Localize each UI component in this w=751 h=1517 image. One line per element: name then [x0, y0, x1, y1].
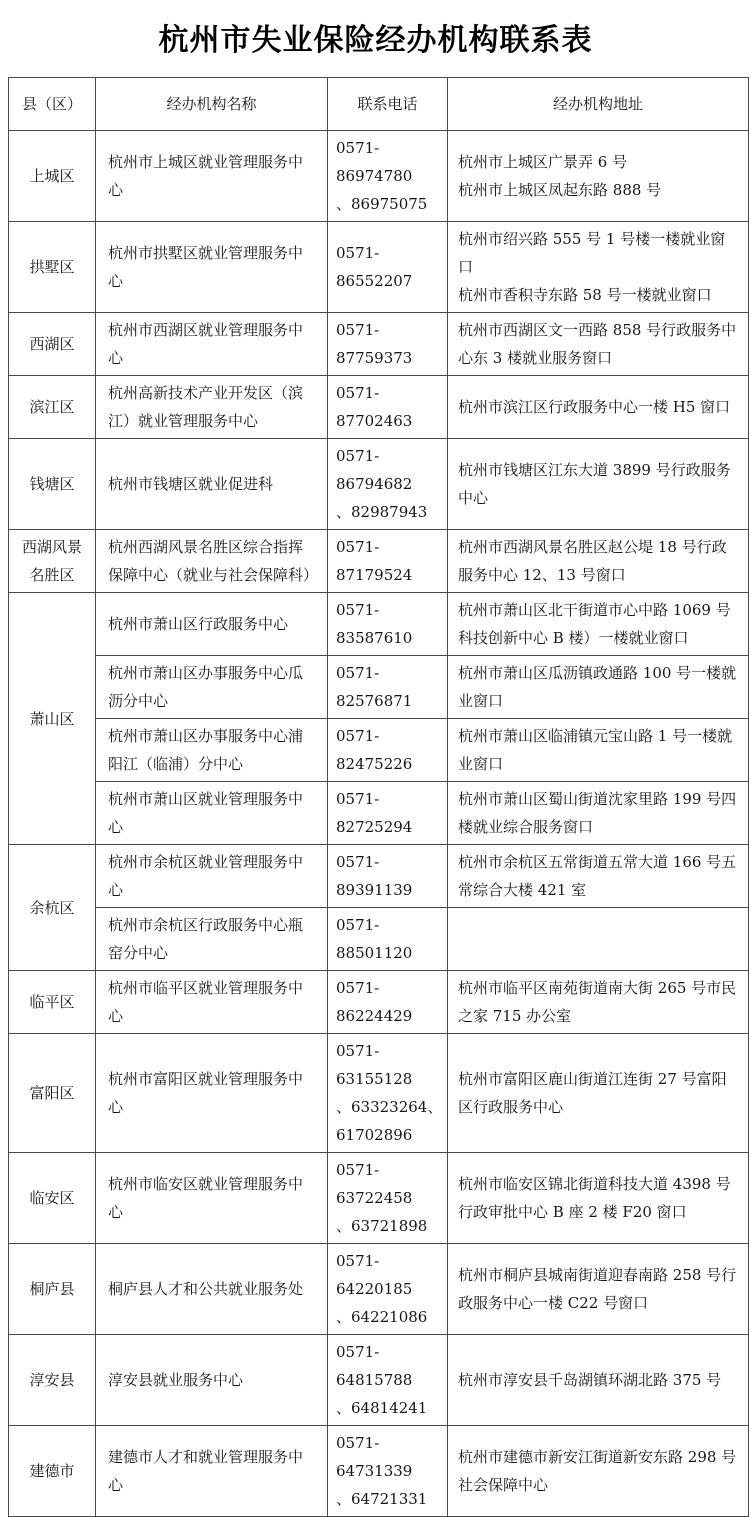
phone-cell [328, 845, 448, 908]
address-cell-line: 杭州市钱塘区江东大道 3899 号行政服务中心 [458, 461, 731, 507]
agency-name-cell [96, 1244, 328, 1335]
phone-cell [328, 1335, 448, 1426]
phone-cell [328, 971, 448, 1034]
table-row [9, 439, 749, 530]
phone-cell [328, 1244, 448, 1335]
table-row [9, 313, 749, 376]
address-cell [448, 908, 749, 971]
phone-cell [328, 1153, 448, 1244]
phone-cell [328, 131, 448, 222]
agency-name-cell [96, 1153, 328, 1244]
phone-cell-line: 0571-89391139 [336, 853, 413, 899]
address-cell [448, 1335, 749, 1426]
page-title: 杭州市失业保险经办机构联系表 [158, 24, 593, 57]
table-row [9, 908, 749, 971]
district-cell [9, 1335, 96, 1426]
district-cell [9, 845, 96, 971]
district-cell-line: 拱墅区 [29, 258, 75, 276]
district-cell [9, 1034, 96, 1153]
district-cell-line: 临平区 [29, 993, 75, 1011]
phone-cell-line: 、63323264、 [336, 1098, 443, 1116]
agency-name-cell [96, 1426, 328, 1517]
address-cell-line: 杭州市萧山区蜀山街道沈家里路 199 号四楼就业综合服务窗口 [458, 790, 737, 836]
agency-name-cell-line: 杭州市余杭区行政服务中心瓶窑分中心 [108, 916, 304, 962]
address-cell [448, 313, 749, 376]
agency-name-cell [96, 376, 328, 439]
address-cell [448, 530, 749, 593]
agency-name-cell-line: 杭州市西湖区就业管理服务中心 [108, 321, 304, 367]
phone-cell-line: 0571-88501120 [336, 916, 413, 962]
district-cell-line: 西湖风景名胜区 [21, 538, 82, 584]
phone-cell-line: 、64814241 [336, 1399, 428, 1417]
district-cell-line: 滨江区 [29, 398, 75, 416]
address-cell-line: 杭州市萧山区临浦镇元宝山路 1 号一楼就业窗口 [458, 727, 733, 773]
table-header [9, 78, 749, 131]
address-cell [448, 1153, 749, 1244]
phone-cell-line: 0571-63155128 [336, 1042, 413, 1088]
phone-cell-line: 0571-64815788 [336, 1343, 413, 1389]
district-cell [9, 1426, 96, 1517]
district-cell-line: 钱塘区 [29, 475, 75, 493]
agency-name-cell-line: 杭州市萧山区办事服务中心浦阳江（临浦）分中心 [108, 727, 304, 773]
phone-cell-line: 0571-86224429 [336, 979, 413, 1025]
address-cell [448, 845, 749, 908]
header-district: 县（区） [9, 78, 96, 131]
phone-cell [328, 908, 448, 971]
address-cell-line: 杭州市临平区南苑街道南大街 265 号市民之家 715 办公室 [458, 979, 737, 1025]
phone-cell [328, 782, 448, 845]
address-cell [448, 719, 749, 782]
address-cell [448, 376, 749, 439]
agency-name-cell-line: 杭州市富阳区就业管理服务中心 [108, 1070, 304, 1116]
address-cell-line: 杭州市萧山区北干街道市心中路 1069 号科技创新中心 B 楼）一楼就业窗口 [458, 601, 731, 647]
agency-name-cell [96, 530, 328, 593]
phone-cell-line: 0571-82725294 [336, 790, 413, 836]
header-address: 经办机构地址 [448, 78, 749, 131]
district-cell-line: 富阳区 [29, 1084, 75, 1102]
district-cell [9, 313, 96, 376]
address-cell-line: 杭州市滨江区行政服务中心一楼 H5 窗口 [458, 398, 731, 416]
address-cell [448, 782, 749, 845]
agency-name-cell-line: 桐庐县人才和公共就业服务处 [108, 1280, 304, 1298]
table-row [9, 593, 749, 656]
district-cell-line: 建德市 [29, 1462, 75, 1480]
address-cell [448, 222, 749, 313]
address-cell [448, 656, 749, 719]
address-cell [448, 593, 749, 656]
address-cell-line: 杭州市香积寺东路 58 号一楼就业窗口 [458, 286, 712, 304]
agency-name-cell-line: 杭州市钱塘区就业促进科 [108, 475, 274, 493]
district-cell [9, 376, 96, 439]
table-row [9, 376, 749, 439]
district-cell [9, 971, 96, 1034]
address-cell [448, 131, 749, 222]
phone-cell-line: 0571-82576871 [336, 664, 413, 710]
phone-cell [328, 376, 448, 439]
district-cell [9, 439, 96, 530]
address-cell-line: 杭州市建德市新安江街道新安东路 298 号社会保障中心 [458, 1448, 737, 1494]
agency-name-cell [96, 1335, 328, 1426]
table-row [9, 1244, 749, 1335]
agency-name-cell [96, 656, 328, 719]
phone-cell-line: 0571-86552207 [336, 244, 413, 290]
district-cell [9, 222, 96, 313]
agency-name-cell [96, 845, 328, 908]
phone-cell [328, 656, 448, 719]
agency-name-cell [96, 1034, 328, 1153]
phone-cell-line: 0571-64731339 [336, 1434, 413, 1480]
district-cell [9, 530, 96, 593]
agency-name-cell [96, 782, 328, 845]
phone-cell-line: 0571-87702463 [336, 384, 413, 430]
table-row [9, 782, 749, 845]
phone-cell-line: 0571-82475226 [336, 727, 413, 773]
table-row [9, 530, 749, 593]
table-row [9, 1034, 749, 1153]
table-row [9, 1426, 749, 1517]
phone-cell-line: 0571-87759373 [336, 321, 413, 367]
agency-name-cell-line: 杭州市萧山区行政服务中心 [108, 615, 289, 633]
agency-name-cell-line: 杭州市临平区就业管理服务中心 [108, 979, 304, 1025]
district-cell-line: 余杭区 [29, 898, 75, 917]
address-cell-line: 杭州市上城区广景弄 6 号 [458, 153, 628, 171]
phone-cell-line: 、63721898 [336, 1217, 428, 1235]
phone-cell-line: 、64221086 [336, 1308, 428, 1326]
phone-cell-line: 、82987943 [336, 503, 428, 521]
address-cell [448, 1244, 749, 1335]
phone-cell [328, 222, 448, 313]
phone-cell [328, 719, 448, 782]
district-cell-line: 萧山区 [29, 709, 75, 728]
address-cell-line: 杭州市淳安县千岛湖镇环湖北路 375 号 [458, 1371, 722, 1389]
table-row [9, 656, 749, 719]
table-row [9, 131, 749, 222]
agency-name-cell-line: 杭州高新技术产业开发区（滨江）就业管理服务中心 [108, 384, 304, 430]
table-row [9, 971, 749, 1034]
phone-cell [328, 313, 448, 376]
phone-cell [328, 530, 448, 593]
phone-cell-line: 61702896 [336, 1126, 413, 1144]
agency-name-cell-line: 杭州市上城区就业管理服务中心 [108, 153, 304, 199]
agency-name-cell [96, 131, 328, 222]
address-cell-line: 杭州市桐庐县城南街道迎春南路 258 号行政服务中心一楼 C22 号窗口 [458, 1266, 737, 1312]
phone-cell-line: 、86975075 [336, 195, 428, 213]
agency-name-cell [96, 313, 328, 376]
district-cell-line: 淳安县 [29, 1371, 75, 1389]
phone-cell [328, 439, 448, 530]
agency-name-cell-line: 杭州市拱墅区就业管理服务中心 [108, 244, 304, 290]
phone-cell [328, 593, 448, 656]
phone-cell-line: 0571-87179524 [336, 538, 413, 584]
agency-name-cell-line: 建德市人才和就业管理服务中心 [108, 1448, 304, 1494]
table-body [9, 131, 749, 1517]
agency-name-cell [96, 908, 328, 971]
phone-cell-line: 、64721331 [336, 1490, 428, 1508]
phone-cell [328, 1426, 448, 1517]
agency-name-cell [96, 439, 328, 530]
district-cell-line: 桐庐县 [29, 1280, 75, 1298]
phone-cell-line: 0571-63722458 [336, 1161, 413, 1207]
address-cell-line: 杭州市余杭区五常街道五常大道 166 号五常综合大楼 421 室 [458, 853, 737, 899]
address-cell-line: 杭州市萧山区瓜沥镇政通路 100 号一楼就业窗口 [458, 664, 737, 710]
district-cell-line: 西湖区 [29, 335, 75, 353]
table-row [9, 845, 749, 908]
agency-name-cell-line: 杭州西湖风景名胜区综合指挥保障中心（就业与社会保障科） [108, 538, 319, 584]
header-row [9, 78, 749, 131]
address-cell-line: 杭州市西湖风景名胜区赵公堤 18 号行政服务中心 12、13 号窗口 [458, 538, 727, 584]
phone-cell-line: 0571-83587610 [336, 601, 413, 647]
district-cell [9, 1153, 96, 1244]
district-cell [9, 131, 96, 222]
district-cell [9, 593, 96, 845]
header-phone: 联系电话 [328, 78, 448, 131]
agency-name-cell-line: 杭州市萧山区办事服务中心瓜沥分中心 [108, 664, 304, 710]
table-row [9, 719, 749, 782]
address-cell-line: 杭州市临安区锦北街道科技大道 4398 号行政审批中心 B 座 2 楼 F20 窗口 [458, 1175, 731, 1221]
address-cell [448, 1426, 749, 1517]
district-cell-line: 上城区 [29, 167, 75, 185]
agency-name-cell-line: 杭州市临安区就业管理服务中心 [108, 1175, 304, 1221]
table-row [9, 1335, 749, 1426]
table-row [9, 222, 749, 313]
address-cell [448, 971, 749, 1034]
phone-cell-line: 0571-86974780 [336, 139, 413, 185]
address-cell [448, 439, 749, 530]
address-cell-line: 杭州市富阳区鹿山街道江连街 27 号富阳区行政服务中心 [458, 1070, 727, 1116]
phone-cell-line: 0571-64220185 [336, 1252, 413, 1298]
agency-name-cell [96, 593, 328, 656]
table-row [9, 1153, 749, 1244]
header-agency-name: 经办机构名称 [96, 78, 328, 131]
agency-name-cell [96, 719, 328, 782]
phone-cell-line: 0571-86794682 [336, 447, 413, 493]
agency-name-cell [96, 971, 328, 1034]
address-cell [448, 1034, 749, 1153]
address-cell-line: 杭州市绍兴路 555 号 1 号楼一楼就业窗口 [458, 230, 726, 276]
district-cell [9, 1244, 96, 1335]
phone-cell [328, 1034, 448, 1153]
agency-name-cell-line: 淳安县就业服务中心 [108, 1371, 244, 1389]
agency-name-cell-line: 杭州市余杭区就业管理服务中心 [108, 853, 304, 899]
address-cell-line: 杭州市上城区凤起东路 888 号 [458, 181, 662, 199]
agency-name-cell [96, 222, 328, 313]
contact-table [8, 77, 749, 1517]
address-cell-line: 杭州市西湖区文一西路 858 号行政服务中心东 3 楼就业服务窗口 [458, 321, 737, 367]
agency-name-cell-line: 杭州市萧山区就业管理服务中心 [108, 790, 304, 836]
district-cell-line: 临安区 [29, 1189, 75, 1207]
